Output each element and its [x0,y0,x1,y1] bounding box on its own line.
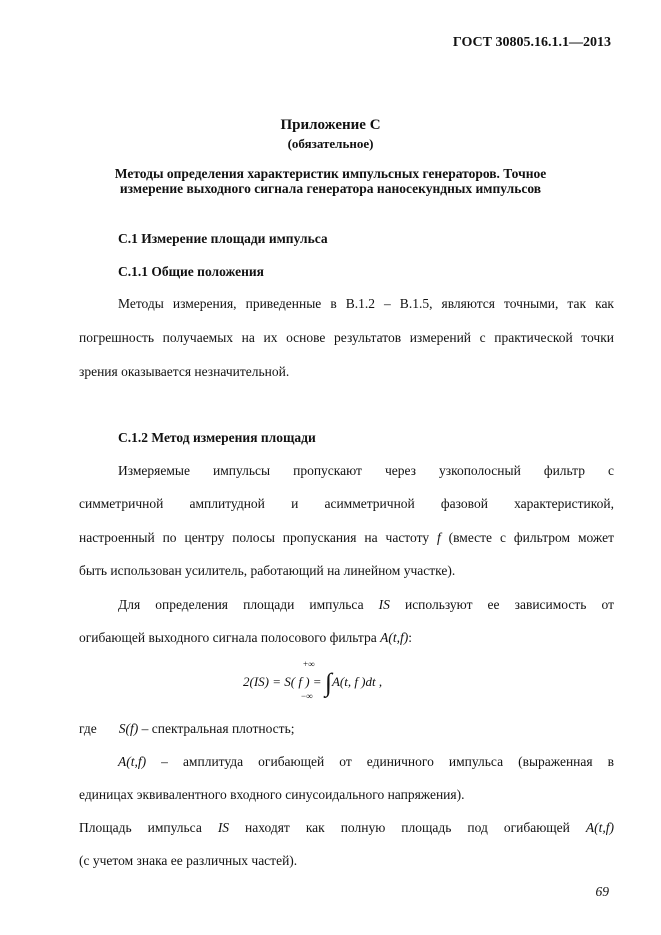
c11-line1: Методы измерения, приведенные в В.1.2 – В.1.5, являются точными, так как [118,296,614,311]
c12-p1-line4: быть использован усилитель, работающий на линейном участке). [79,563,456,578]
c12-p1-line3 [79,530,614,546]
c12-p2-line2 [79,630,412,646]
integral-formula [243,659,383,701]
where-line1 [79,721,295,737]
appendix-heading-line2: измерение выходного сигнала генератора наносекундных импульсов [119,181,542,196]
integral-sign: ∫ [324,668,332,697]
where1-text: – спектральная плотность; [138,721,295,736]
formula-rhs: A(t, f )dt , [331,674,383,689]
c12-p3-line1-a: Площадь импульса [79,820,218,835]
c11-line2: погрешность получаемых на их основе результатов измерений с практической точки [79,330,614,345]
where-line3: единицах эквивалентного входного синусоидального напряжения). [79,787,465,802]
envelope-variable-2: A(t,f) [585,820,614,835]
c12-p2-line1 [118,597,614,613]
appendix-heading [0,166,661,196]
where2-text: – амплитуда огибающей от единичного импульса (выраженная в [146,754,614,769]
c12-p3-line1-b: находят как полную площадь под огибающей [229,820,586,835]
c12-p3-line1 [79,820,614,836]
pulse-area-variable-2: IS [217,820,230,835]
c12-p2-line2-a: огибающей выходного сигнала полосового фильтра [79,630,381,645]
frequency-variable: f [436,530,441,545]
integral-upper-limit: +∞ [303,659,315,669]
section-c12-title: С.1.2 Метод измерения площади [118,430,316,445]
standard-header: ГОСТ 30805.16.1.1—2013 [452,35,611,50]
where-line2 [118,754,614,770]
appendix-status: (обязательное) [287,136,374,151]
page-number: 69 [595,884,609,899]
c12-p2-line2-b: : [408,630,412,645]
appendix-heading-line1: Методы определения характеристик импульсных генераторов. Точное [114,166,547,181]
amplitude-variable: A(t,f) [118,754,147,769]
c12-p3-line2: (с учетом знака ее различных частей). [79,853,298,868]
c11-line3: зрения оказывается незначительной. [79,364,290,379]
appendix-title: Приложение С [280,117,381,133]
section-c1-title: С.1 Измерение площади импульса [118,231,328,246]
spectral-density-variable: S(f) [118,721,139,736]
where-label: где [79,721,97,736]
c12-p1-line2: симметричной амплитудной и асимметричной фазовой характеристикой, [79,496,614,511]
pulse-area-variable: IS [378,597,390,612]
formula-lhs: 2(IS) = S( f ) = [243,674,325,689]
c12-p2-line1-a: Для определения площади импульса [118,597,379,612]
c12-p1-line3-a: настроенный по центру полосы пропускания на частоту [79,530,437,545]
envelope-variable: A(t,f) [380,630,409,645]
c12-p1-line3-b: (вместе с фильтром может [440,530,614,545]
c12-p2-line1-b: используют ее зависимость от [389,597,614,612]
c12-p1-line1: Измеряемые импульсы пропускают через узкополосный фильтр с [118,463,614,478]
section-c11-title: С.1.1 Общие положения [118,264,264,279]
integral-lower-limit: −∞ [301,691,313,701]
